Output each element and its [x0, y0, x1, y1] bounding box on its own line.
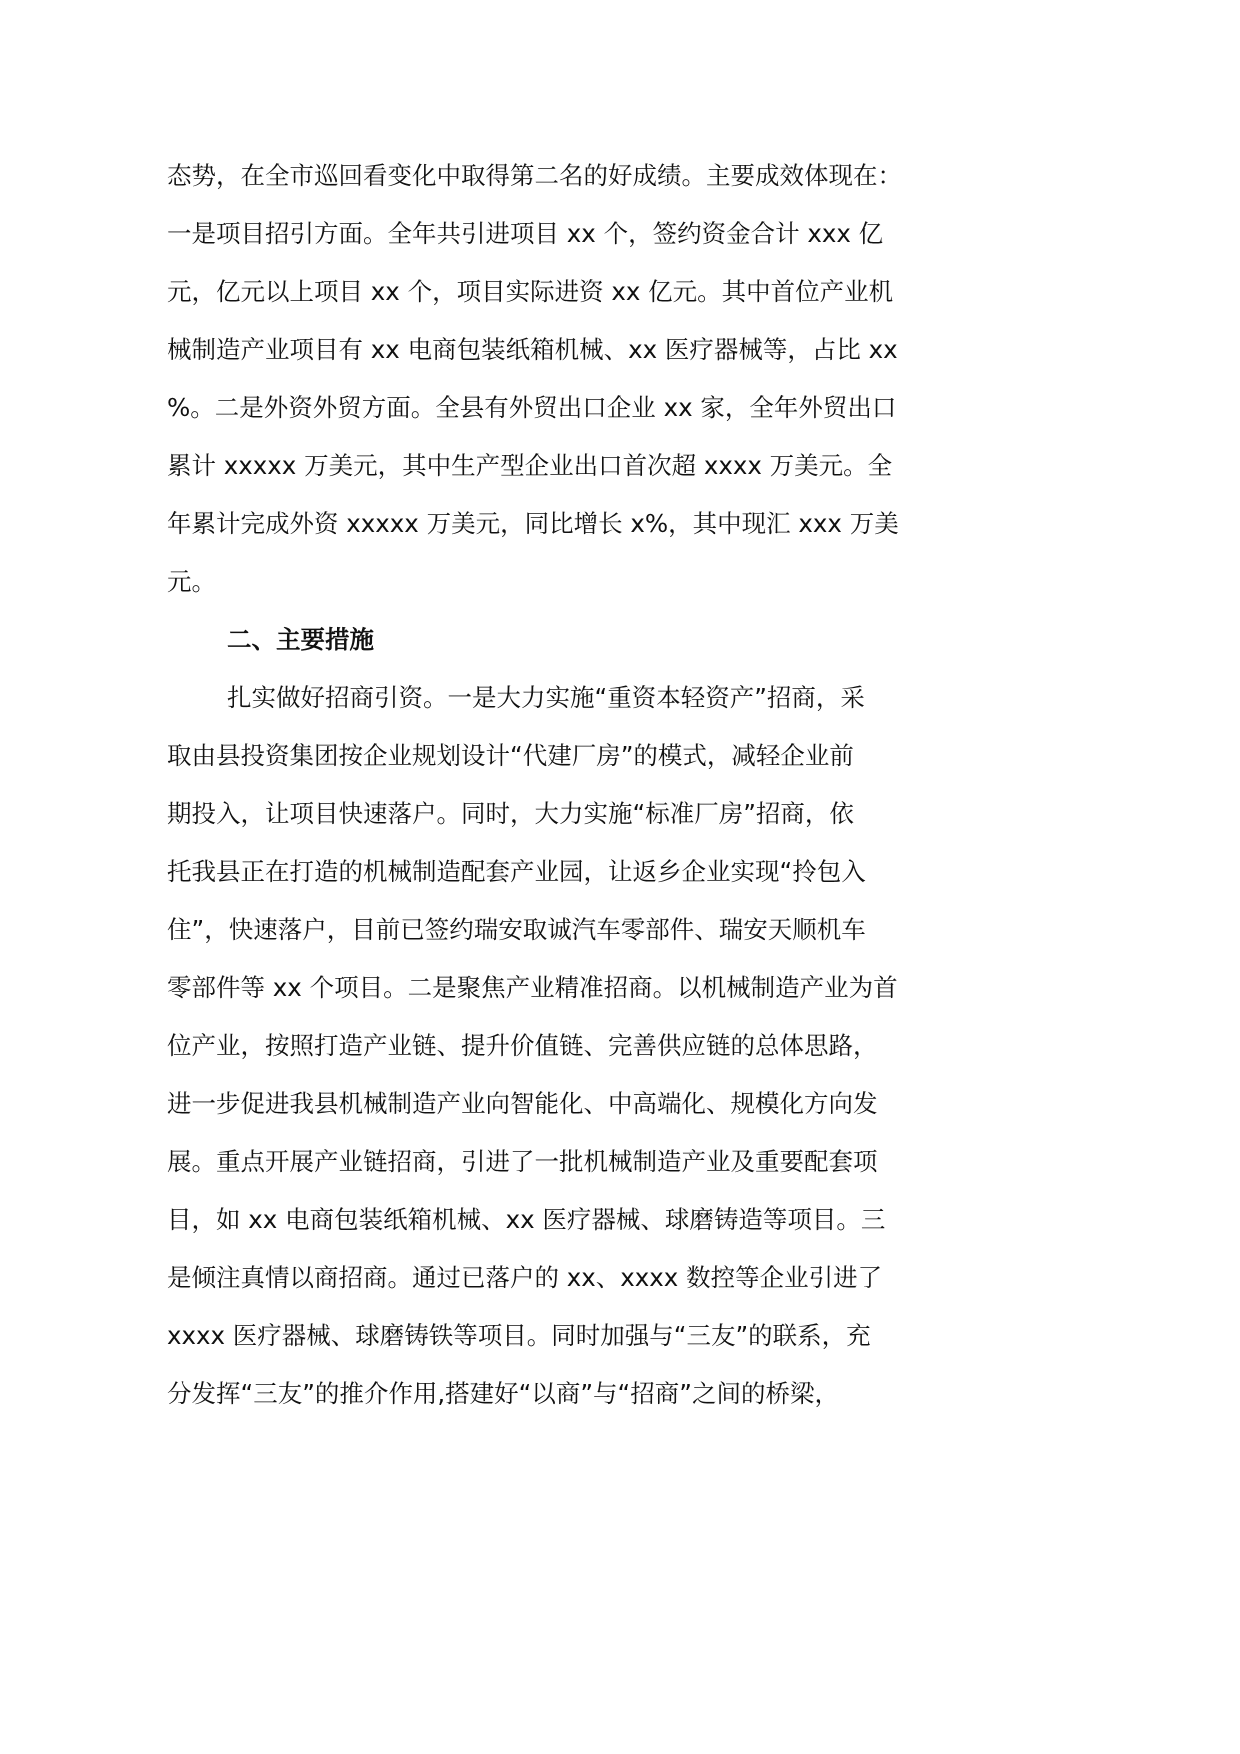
paragraph-line: 年累计完成外资 xxxxx 万美元，同比增长 x%，其中现汇 xxx 万美 [167, 509, 899, 538]
paragraph-line: 元。 [167, 567, 216, 596]
paragraph-line: 是倾注真情以商招商。通过已落户的 xx、xxxx 数控等企业引进了 [167, 1263, 883, 1292]
paragraph-first-line: 扎实做好招商引资。一是大力实施“重资本轻资产”招商，采 [227, 683, 865, 712]
paragraph-line: 态势，在全市巡回看变化中取得第二名的好成绩。主要成效体现在： [167, 161, 902, 190]
paragraph-line: 分发挥“三友”的推介作用,搭建好“以商”与“招商”之间的桥梁， [167, 1379, 839, 1408]
section-heading: 二、主要措施 [227, 625, 374, 654]
paragraph-line: %。二是外资外贸方面。全县有外贸出口企业 xx 家，全年外贸出口 [167, 393, 897, 422]
paragraph-line: 取由县投资集团按企业规划设计“代建厂房”的模式，减轻企业前 [167, 741, 854, 770]
paragraph-line: 一是项目招引方面。全年共引进项目 xx 个，签约资金合计 xxx 亿 [167, 219, 884, 248]
paragraph-line: 位产业，按照打造产业链、提升价值链、完善供应链的总体思路， [167, 1031, 878, 1060]
paragraph-line: xxxx 医疗器械、球磨铸铁等项目。同时加强与“三友”的联系，充 [167, 1321, 871, 1350]
paragraph-line: 累计 xxxxx 万美元，其中生产型企业出口首次超 xxxx 万美元。全 [167, 451, 893, 480]
paragraph-line: 零部件等 xx 个项目。二是聚焦产业精准招商。以机械制造产业为首 [167, 973, 898, 1002]
paragraph-line: 械制造产业项目有 xx 电商包装纸箱机械、xx 医疗器械等，占比 xx [167, 335, 898, 364]
paragraph-line: 期投入，让项目快速落户。同时，大力实施“标准厂房”招商，依 [167, 799, 854, 828]
paragraph-line: 展。重点开展产业链招商，引进了一批机械制造产业及重要配套项 [167, 1147, 878, 1176]
paragraph-line: 元，亿元以上项目 xx 个，项目实际进资 xx 亿元。其中首位产业机 [167, 277, 894, 306]
paragraph-line: 进一步促进我县机械制造产业向智能化、中高端化、规模化方向发 [167, 1089, 878, 1118]
paragraph-line: 目，如 xx 电商包装纸箱机械、xx 医疗器械、球磨铸造等项目。三 [167, 1205, 886, 1234]
paragraph-line: 托我县正在打造的机械制造配套产业园，让返乡企业实现“拎包入 [167, 857, 866, 886]
paragraph-line: 住”，快速落户，目前已签约瑞安取诚汽车零部件、瑞安天顺机车 [167, 915, 866, 944]
